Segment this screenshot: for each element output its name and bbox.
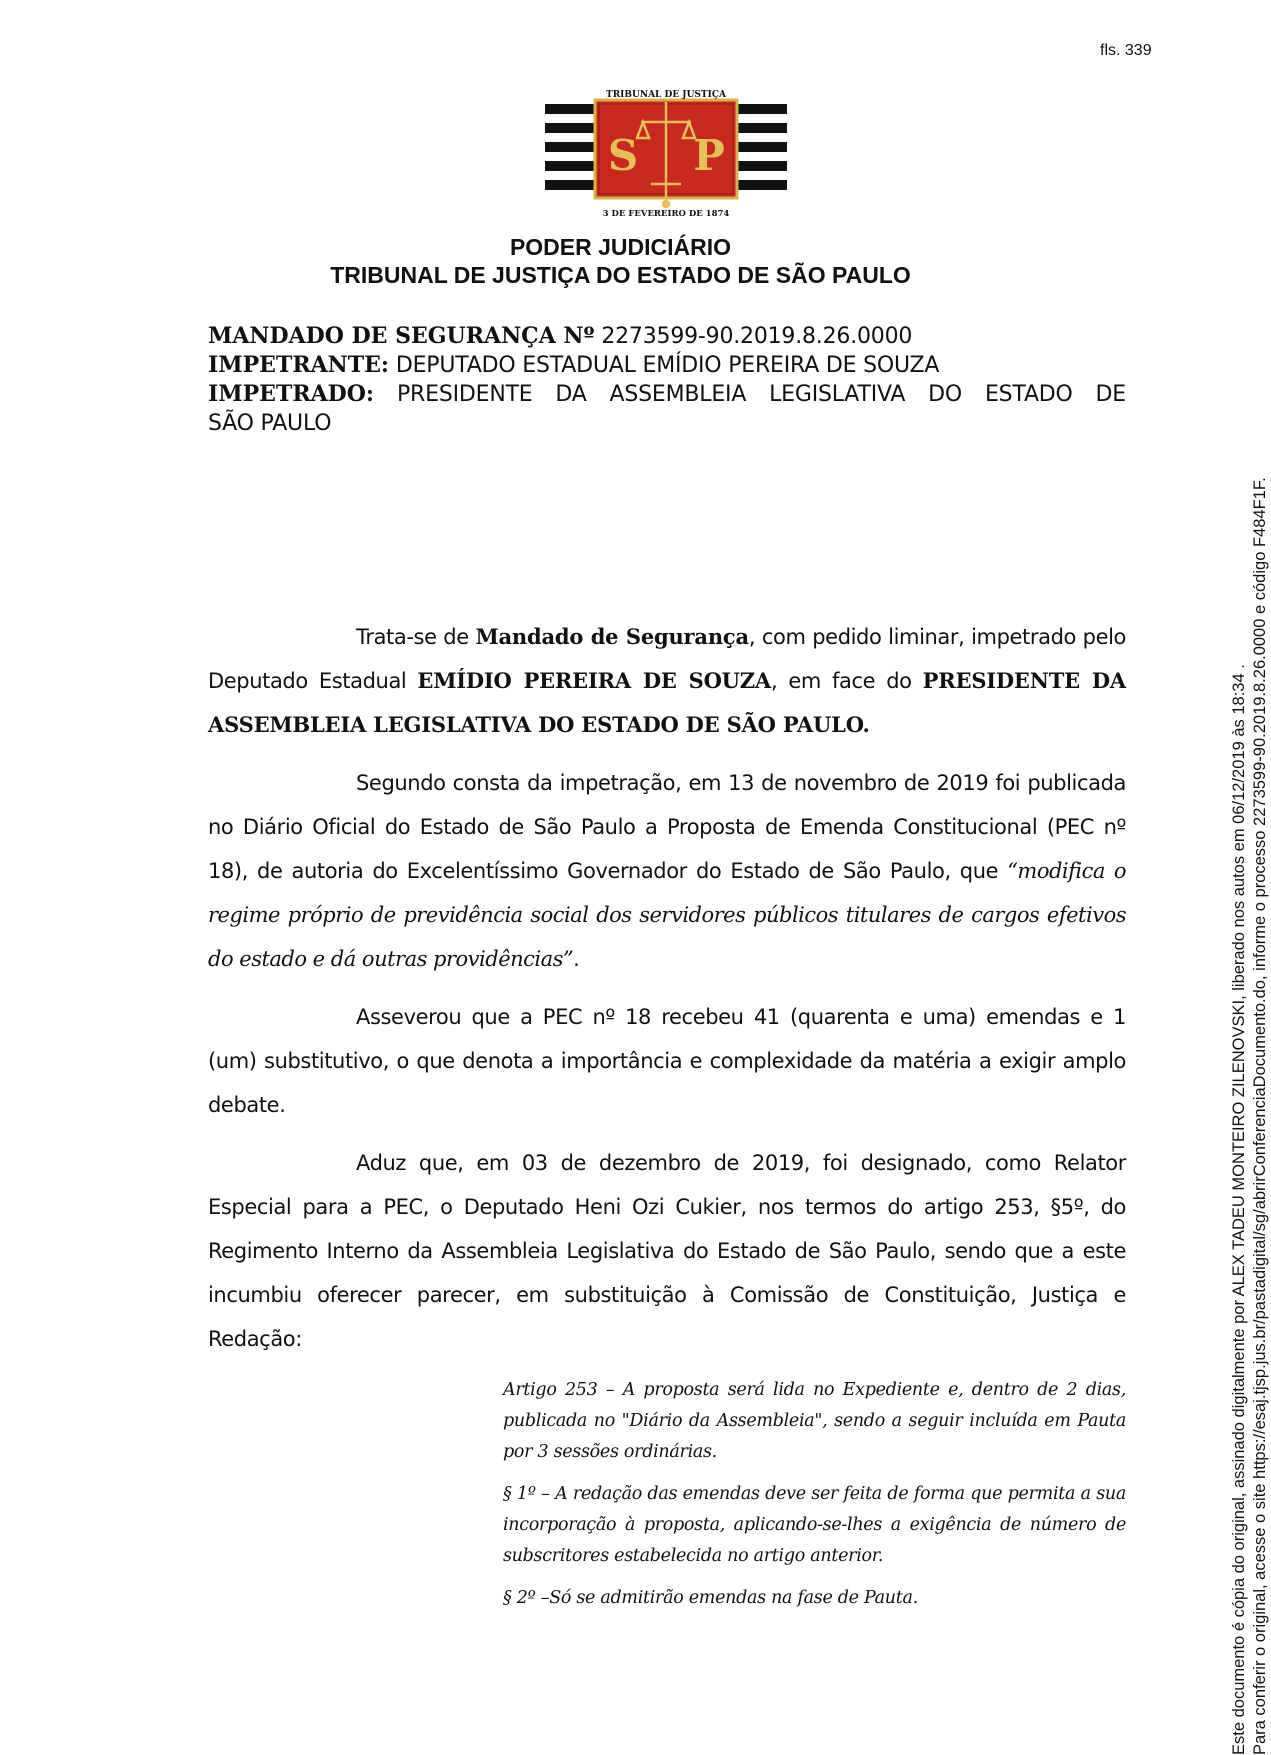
case-number-row bbox=[208, 322, 1126, 351]
p2-text-c: . bbox=[573, 947, 580, 971]
quote-article-253: Artigo 253 – A proposta será lida no Expediente e, dentro de 2 dias, publicada no "Diário da Assembleia", sendo a seguir incluída em Pauta por 3 sessões ordinárias. bbox=[503, 1380, 1126, 1462]
document-body bbox=[208, 615, 1126, 1375]
impetrado-value-cont: SÃO PAULO bbox=[208, 411, 332, 436]
p1-bold-party: EMÍDIO PEREIRA DE SOUZA bbox=[417, 668, 771, 693]
logo-letter-s: S bbox=[607, 131, 639, 180]
p1-text-e: , em face do bbox=[771, 669, 923, 693]
court-header-line1: PODER JUDICIÁRIO bbox=[509, 234, 732, 260]
impetrado-value: PRESIDENTE DA ASSEMBLEIA LEGISLATIVA DO ESTADO DE bbox=[396, 382, 1127, 407]
logo-letter-p: P bbox=[693, 131, 725, 180]
impetrante-row bbox=[208, 351, 1126, 380]
impetrado-row bbox=[208, 380, 1126, 409]
logo-bottom-text: 3 DE FEVEREIRO DE 1874 bbox=[602, 209, 730, 219]
statute-quote bbox=[503, 1375, 1126, 1625]
impetrante-value: DEPUTADO ESTADUAL EMÍDIO PEREIRA DE SOUZA bbox=[395, 353, 940, 378]
quote-paragraph-2: § 2º –Só se admitirão emendas na fase de Pauta. bbox=[503, 1588, 918, 1608]
signature-notice-line1: Este documento é cópia do original, assinado digitalmente por ALEX TADEU MONTEIRO ZILENOVSKI, liberado nos autos em 06/12/2019 às 18:34 . bbox=[1230, 664, 1248, 1755]
case-number: 2273599-90.2019.8.26.0000 bbox=[601, 324, 913, 349]
quote-paragraph-1: § 1º – A redação das emendas deve ser feita de forma que permita a sua incorporação à proposta, aplicando-se-lhes a exigência de número de subscritores estabelecida no artigo anterior. bbox=[503, 1484, 1126, 1566]
p1-bold-action: Mandado de Segurança bbox=[475, 624, 749, 649]
impetrante-label: IMPETRANTE: bbox=[208, 352, 390, 378]
p2-italic-quote: “modifica o regime próprio de previdência social dos servidores públicos titulares de cargos efetivos do estado e dá outras providências” bbox=[208, 859, 1126, 971]
tjsp-logo bbox=[545, 88, 787, 220]
signature-notice-line2: Para conferir o original, acesse o site https://esaj.tjsp.jus.br/pastadigital/sg/abrirConferenciaDocumento.do, informe o processo 2273599-90.2019.8.26.0000 e código F484F1F. bbox=[1251, 477, 1269, 1755]
court-header-line2: TRIBUNAL DE JUSTIÇA DO ESTADO DE SÃO PAULO bbox=[330, 262, 911, 288]
p2-text-a: Segundo consta da impetração, em 13 de novembro de 2019 foi publicada no Diário Oficial do Estado de São Paulo a Proposta de Emenda Constitucional (PEC nº 18), de autoria do Excelentíssimo Governador do Estado de São Paulo, que bbox=[208, 771, 1126, 883]
paragraph-3: Asseverou que a PEC nº 18 recebeu 41 (quarenta e uma) emendas e 1 (um) substitutivo, o que denota a importância e complexidade da matéria a exigir amplo debate. bbox=[208, 1005, 1126, 1117]
paragraph-4: Aduz que, em 03 de dezembro de 2019, foi designado, como Relator Especial para a PEC, o Deputado Heni Ozi Cukier, nos termos do artigo 253, §5º, do Regimento Interno da Assembleia Legislativa do Estado de São Paulo, sendo que a este incumbiu oferecer parecer, em substituição à Comissão de Constituição, Justiça e Redação: bbox=[208, 1151, 1126, 1351]
p1-text-c: , com pedido liminar, impetrado pelo Deputado Estadual bbox=[208, 625, 1126, 693]
impetrado-label: IMPETRADO: bbox=[208, 381, 375, 407]
p1-text-a: Trata-se de bbox=[356, 625, 476, 649]
court-header bbox=[0, 233, 1241, 289]
digital-signature-notice bbox=[1229, 255, 1271, 1755]
paragraph-1 bbox=[208, 615, 1126, 747]
logo-top-text: TRIBUNAL DE JUSTIÇA bbox=[606, 90, 726, 100]
case-type-label: MANDADO DE SEGURANÇA Nº bbox=[208, 323, 595, 349]
case-identification bbox=[208, 322, 1126, 438]
paragraph-2 bbox=[208, 761, 1126, 981]
page-folio: fls. 339 bbox=[1100, 42, 1152, 59]
p1-bold-authority: PRESIDENTE DA ASSEMBLEIA LEGISLATIVA DO ESTADO DE SÃO PAULO. bbox=[208, 668, 1126, 737]
